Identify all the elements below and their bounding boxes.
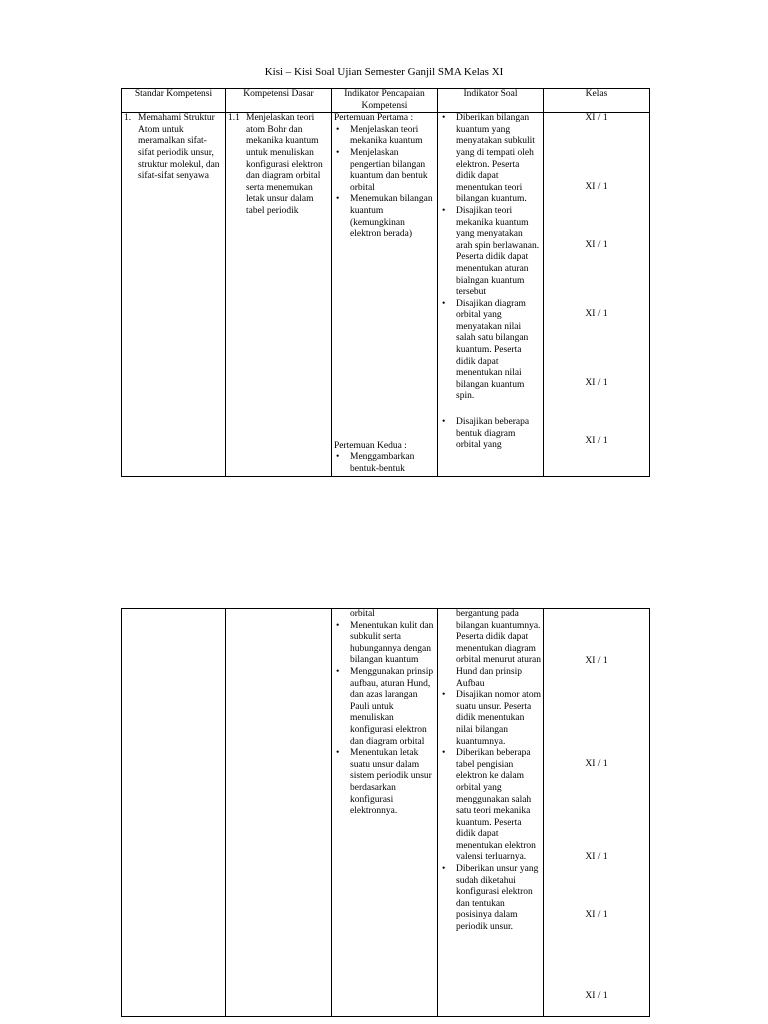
kisi-table-part-2 [121,608,650,1017]
list-item: • Disajikan nomor atom suatu unsur. Peserta didik menentukan nilai bilangan kuantumnya. [440,690,541,748]
list-item: • Diberikan bilangan kuantum yang menyatakan subkulit yang di tempati oleh elektron. Peserta didik dapat menentukan teori bilangan kuantum. [440,113,541,206]
list-item: • Menjelaskan teori mekanika kuantum [334,125,435,148]
header-kompetensi-dasar: Kompetensi Dasar [226,89,332,113]
indikator-soal-cell [438,113,544,476]
table-row [122,113,650,476]
kelas-label: XI / 1 [585,182,608,193]
indikator-soal-list [440,113,541,403]
kelas-label: XI / 1 [585,309,608,320]
kelas-label: XI / 1 [585,436,608,447]
kelas-cell [544,609,650,1017]
pertemuan-pertama-list [334,125,435,241]
indikator-soal-cell [438,609,544,1017]
kelas-cell [544,113,650,476]
kelas-label: XI / 1 [585,113,608,124]
kd-number: 1.1 [228,113,240,124]
standar-number: 1. [124,113,132,124]
header-standar-kompetensi: Standar Kompetensi [122,89,226,113]
kelas-label: XI / 1 [585,991,608,1001]
kompetensi-dasar-cell [226,609,332,1017]
standar-kompetensi-cell [122,609,226,1017]
list-item: • Menggambarkan bentuk-bentuk [334,452,435,475]
list-item: • Disajikan teori mekanika kuantum yang menyatakan arah spin berlawanan. Peserta didik dapat menentukan aturan bialngan kuantum tersebut [440,206,541,299]
kelas-label: XI / 1 [585,759,608,769]
list-item: • Menemukan bilangan kuantum (kemungkinan elektron berada) [334,194,435,240]
list-item: • Menggunakan prinsip aufbau, aturan Hund, dan azas larangan Pauli untuk menuliskan konfigurasi elektron dan diagram orbital [334,667,435,748]
standar-kompetensi-cell [122,113,226,476]
list-item: • Disajikan beberapa bentuk diagram orbital yang [440,417,541,452]
kelas-label: XI / 1 [585,240,608,251]
list-item: • Menjelaskan pengertian bilangan kuantum dan bentuk orbital [334,148,435,194]
kisi-table-part-1 [121,88,650,477]
indikator-continued: orbital [350,609,375,619]
indikator-soal-list [440,690,541,933]
indikator-pencapaian-cell [332,113,438,476]
list-item: • Disajikan diagram orbital yang menyatakan nilai salah satu bilangan kuantum. Peserta didik dapat menentukan nilai bilangan kuantum spin. [440,299,541,403]
kelas-label: XI / 1 [585,852,608,862]
pertemuan-kedua-label: Pertemuan Kedua : [334,440,407,451]
list-item: • Diberikan unsur yang sudah diketahui konfigurasi elektron dan tentukan posisinya dalam periodik unsur. [440,864,541,934]
header-kelas: Kelas [544,89,650,113]
list-item: • Menentukan kulit dan subkulit serta hubungannya dengan bilangan kuantum [334,621,435,667]
document-title: Kisi – Kisi Soal Ujian Semester Ganjil SMA Kelas XI [264,66,504,78]
list-item: • Diberikan beberapa tabel pengisian elektron ke dalam orbital yang menggunakan salah satu teori mekanika kuantum. Peserta didik dapat menentukan elektron valensi terluarnya. [440,748,541,864]
pertemuan-kedua-list [334,452,435,475]
indikator-soal-continued: bergantung pada bilangan kuantumnya. Peserta didik dapat menentukan diagram orbital menurut aturan Hund dan prinsip Aufbau [456,609,541,689]
table-header-row [122,89,650,113]
list-item: • Menentukan letak suatu unsur dalam sistem periodik unsur berdasarkan konfigurasi elektronnya. [334,748,435,818]
header-indikator-soal: Indikator Soal [438,89,544,113]
kd-text: Menjelaskan teori atom Bohr dan mekanika kuantum untuk menuliskan konfigurasi elektron dan diagram orbital serta menemukan letak unsur dalam tabel periodik [246,113,323,216]
kelas-label: XI / 1 [585,378,608,389]
standar-text: Memahami Struktur Atom untuk meramalkan sifat-sifat periodik unsur, struktur molekul, dan sifat-sifat senyawa [138,113,220,182]
indikator-pencapaian-list [334,621,435,818]
kelas-label: XI / 1 [585,910,608,920]
table-row [122,609,650,1017]
pertemuan-pertama-label: Pertemuan Pertama : [334,113,414,124]
kompetensi-dasar-cell [226,113,332,476]
indikator-pencapaian-cell [332,609,438,1017]
header-indikator-pencapaian: Indikator Pencapaian Kompetensi [332,89,438,113]
kelas-label: XI / 1 [585,656,608,666]
